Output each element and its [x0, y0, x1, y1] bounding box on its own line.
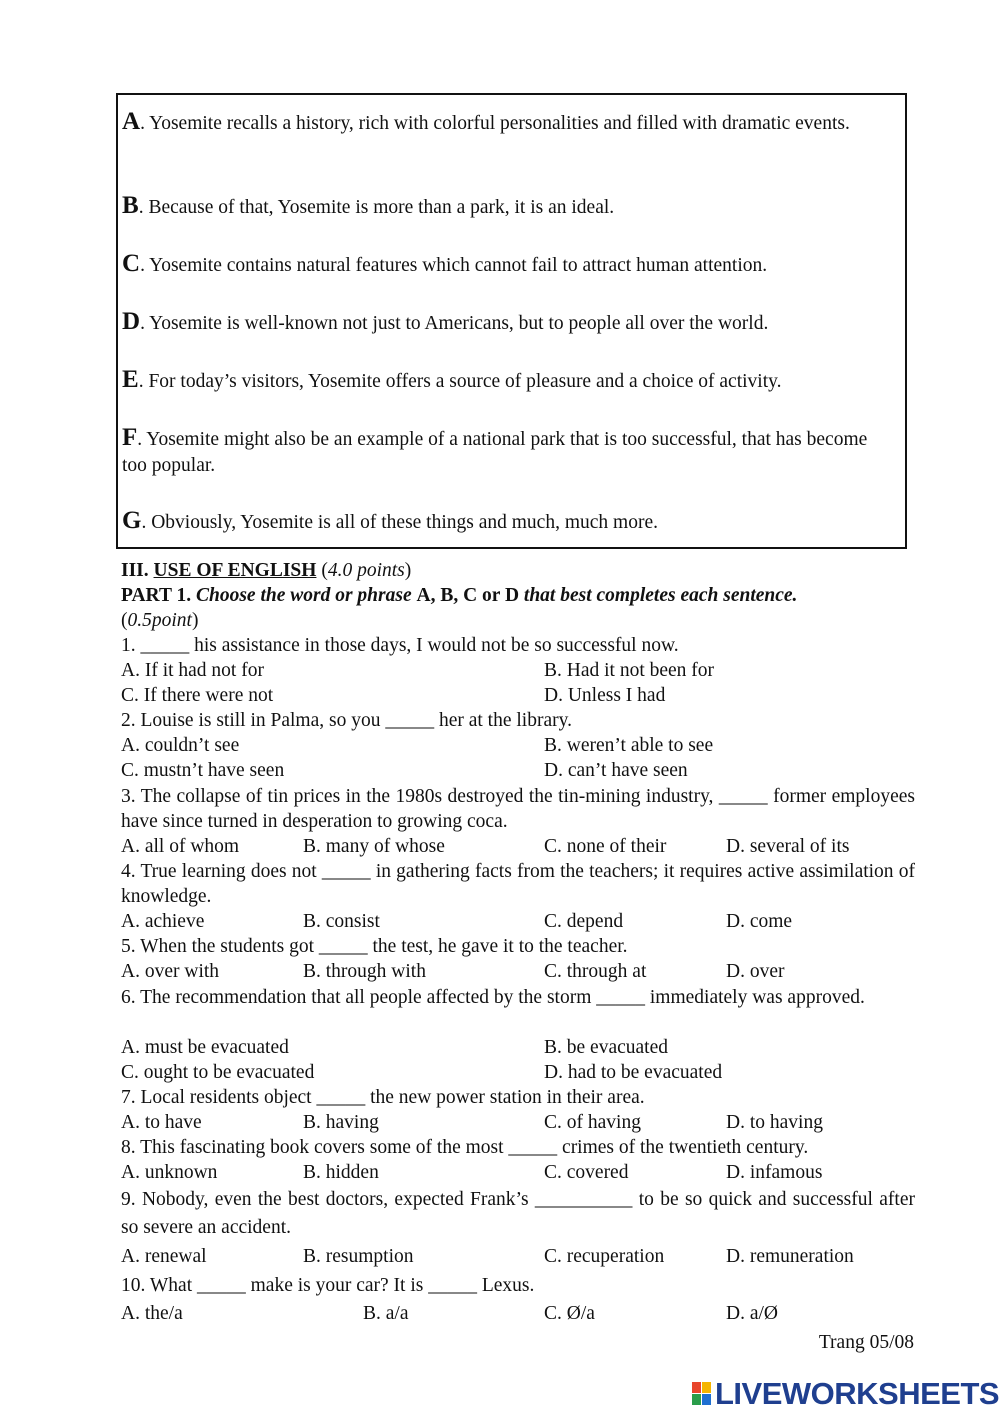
answer-row [121, 1035, 915, 1060]
answer-row [121, 683, 915, 708]
option-f: F. Yosemite might also be an example of a national park that is too successful, that has become too popular. [122, 424, 868, 476]
question-2: 2. Louise is still in Palma, so you _____ her at the library. [121, 710, 572, 731]
answer-option: A. over with [121, 961, 220, 982]
answer-option: B. through with [303, 961, 426, 982]
answer-option: D. to having [726, 1112, 823, 1133]
answer-option: A. achieve [121, 911, 205, 932]
answer-option: B. hidden [303, 1162, 379, 1183]
answer-option: A. If it had not for [121, 660, 264, 681]
answer-option: A. couldn’t see [121, 735, 240, 756]
answer-row [121, 909, 915, 934]
answer-option: D. over [726, 961, 785, 982]
option-e: E. For today’s visitors, Yosemite offers a source of pleasure and a choice of activity. [122, 366, 782, 393]
answer-option: D. remuneration [726, 1246, 854, 1267]
answer-row [121, 733, 915, 758]
answer-option: A. to have [121, 1112, 202, 1133]
answer-option: C. ought to be evacuated [121, 1062, 315, 1083]
answer-option: C. of having [544, 1112, 641, 1133]
question-4: 4. True learning does not _____ in gathering facts from the teachers; it requires active assimilation of knowledge. [121, 861, 915, 907]
section-heading: III. USE OF ENGLISH (4.0 points) [121, 560, 412, 581]
option-c: C. Yosemite contains natural features which cannot fail to attract human attention. [122, 250, 768, 277]
answer-row [121, 1110, 915, 1135]
liveworksheets-logo[interactable] [692, 1376, 999, 1412]
answer-option: B. a/a [363, 1303, 409, 1324]
option-b: B. Because of that, Yosemite is more than a park, it is an ideal. [122, 192, 615, 219]
answer-option: B. resumption [303, 1246, 414, 1267]
option-a: A. Yosemite recalls a history, rich with colorful personalities and filled with dramatic events. [122, 108, 850, 135]
answer-row [121, 959, 915, 984]
part-instruction: PART 1. Choose the word or phrase A, B, C or D that best completes each sentence. [121, 585, 798, 606]
answer-option: B. weren’t able to see [544, 735, 714, 756]
answer-option: A. must be evacuated [121, 1037, 289, 1058]
page-number: Trang 05/08 [818, 1332, 914, 1353]
question-9: 9. Nobody, even the best doctors, expected Frank’s __________ to be so quick and successful after so severe an accident. [121, 1189, 915, 1238]
answer-option: D. had to be evacuated [544, 1062, 723, 1083]
options-box [116, 93, 907, 549]
answer-option: D. come [726, 911, 793, 932]
question-8: 8. This fascinating book covers some of the most _____ crimes of the twentieth century. [121, 1137, 809, 1158]
answer-option: C. recuperation [544, 1246, 665, 1267]
question-3: 3. The collapse of tin prices in the 1980s destroyed the tin-mining industry, _____ former employees have since turned in desperation to growing coca. [121, 786, 915, 832]
answer-option: A. unknown [121, 1162, 218, 1183]
option-d: D. Yosemite is well-known not just to Americans, but to people all over the world. [122, 308, 769, 335]
answer-option: C. Ø/a [544, 1303, 595, 1324]
answer-option: C. mustn’t have seen [121, 760, 285, 781]
answer-option: B. many of whose [303, 836, 445, 857]
logo-text: LIVEWORKSHEETS [715, 1376, 1000, 1411]
answer-option: D. infamous [726, 1162, 823, 1183]
answer-row [121, 1244, 915, 1269]
answer-option: C. none of their [544, 836, 667, 857]
answer-option: C. If there were not [121, 685, 274, 706]
question-1: 1. _____ his assistance in those days, I would not be so successful now. [121, 635, 679, 656]
logo-icon [692, 1382, 712, 1406]
answer-option: A. the/a [121, 1303, 183, 1324]
answer-option: C. covered [544, 1162, 629, 1183]
answer-row [121, 1301, 915, 1326]
answer-row [121, 834, 915, 859]
answer-option: D. a/Ø [726, 1303, 778, 1324]
answer-option: C. depend [544, 911, 624, 932]
answer-option: A. renewal [121, 1246, 207, 1267]
answer-option: B. having [303, 1112, 379, 1133]
question-10: 10. What _____ make is your car? It is _____ Lexus. [121, 1275, 535, 1296]
answer-option: C. through at [544, 961, 647, 982]
answer-option: D. can’t have seen [544, 760, 688, 781]
answer-row [121, 1160, 915, 1185]
answer-option: A. all of whom [121, 836, 240, 857]
answer-option: D. Unless I had [544, 685, 666, 706]
question-7: 7. Local residents object _____ the new power station in their area. [121, 1087, 645, 1108]
answer-option: B. consist [303, 911, 380, 932]
question-6: 6. The recommendation that all people affected by the storm _____ immediately was approved. [121, 987, 865, 1008]
answer-option: D. several of its [726, 836, 850, 857]
answer-option: B. Had it not been for [544, 660, 715, 681]
question-5: 5. When the students got _____ the test, he gave it to the teacher. [121, 936, 628, 957]
option-g: G. Obviously, Yosemite is all of these things and much, much more. [122, 507, 658, 534]
answer-row [121, 1060, 915, 1085]
part-points: (0.5point) [121, 610, 199, 631]
answer-row [121, 658, 915, 683]
answer-option: B. be evacuated [544, 1037, 668, 1058]
answer-row [121, 758, 915, 783]
